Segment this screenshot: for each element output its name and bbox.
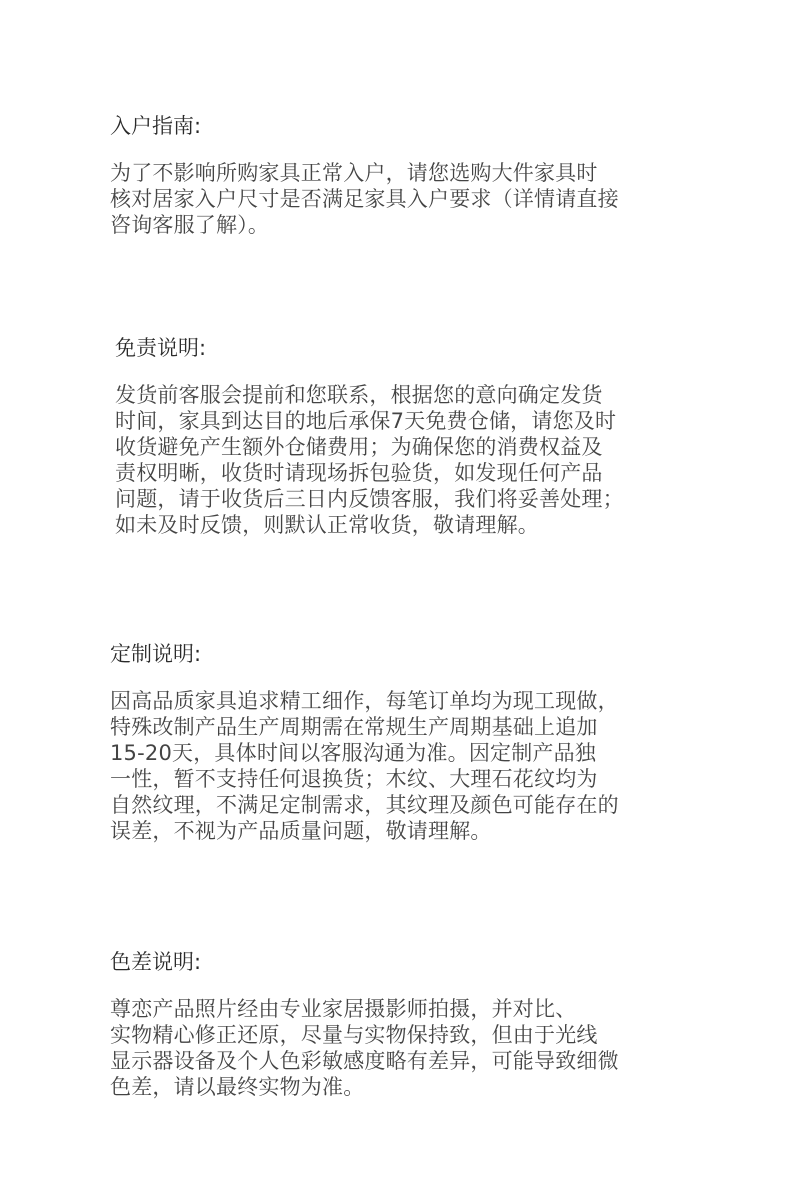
entry-guide-section bbox=[110, 112, 710, 238]
body-line: 误差，不视为产品质量问题，敬请理解。 bbox=[110, 819, 492, 843]
body-line: 如未及时反馈，则默认正常收货，敬请理解。 bbox=[115, 513, 539, 537]
section-heading: 定制说明: bbox=[110, 642, 202, 666]
body-line: 发货前客服会提前和您联系，根据您的意向确定发货 bbox=[115, 383, 603, 407]
section-body bbox=[110, 996, 710, 1100]
section-body bbox=[115, 382, 715, 538]
color-difference-section bbox=[110, 948, 710, 1100]
body-line: 因高品质家具追求精工细作，每笔订单均为现工现做， bbox=[110, 689, 619, 713]
body-line: 一性，暂不支持任何退换货；木纹、大理石花纹均为 bbox=[110, 767, 598, 791]
body-line: 15-20天，具体时间以客服沟通为准。因定制产品独 bbox=[110, 741, 597, 765]
body-line: 为了不影响所购家具正常入户，请您选购大件家具时 bbox=[110, 161, 598, 185]
body-line: 特殊改制产品生产周期需在常规生产周期基础上追加 bbox=[110, 715, 598, 739]
body-line: 问题，请于收货后三日内反馈客服，我们将妥善处理； bbox=[115, 487, 624, 511]
section-heading: 免责说明: bbox=[115, 336, 207, 360]
section-heading: 色差说明: bbox=[110, 950, 202, 974]
body-line: 尊恋产品照片经由专业家居摄影师拍摄，并对比、 bbox=[110, 997, 577, 1021]
body-line: 时间，家具到达目的地后承保7天免费仓储，请您及时 bbox=[115, 409, 617, 433]
body-line: 咨询客服了解）。 bbox=[110, 213, 270, 237]
section-body bbox=[110, 688, 710, 844]
disclaimer-section bbox=[115, 334, 715, 538]
section-body bbox=[110, 160, 710, 238]
section-heading: 入户指南: bbox=[110, 114, 202, 138]
body-line: 显示器设备及个人色彩敏感度略有差异，可能导致细微 bbox=[110, 1049, 619, 1073]
body-line: 实物精心修正还原，尽量与实物保持致，但由于光线 bbox=[110, 1023, 598, 1047]
body-line: 收货避免产生额外仓储费用；为确保您的消费权益及 bbox=[115, 435, 603, 459]
body-line: 核对居家入户尺寸是否满足家具入户要求（详情请直接 bbox=[110, 187, 619, 211]
customization-section bbox=[110, 640, 710, 844]
body-line: 责权明晰，收货时请现场拆包验货，如发现任何产品 bbox=[115, 461, 603, 485]
body-line: 自然纹理，不满足定制需求，其纹理及颜色可能存在的 bbox=[110, 793, 619, 817]
body-line: 色差，请以最终实物为准。 bbox=[110, 1075, 365, 1099]
